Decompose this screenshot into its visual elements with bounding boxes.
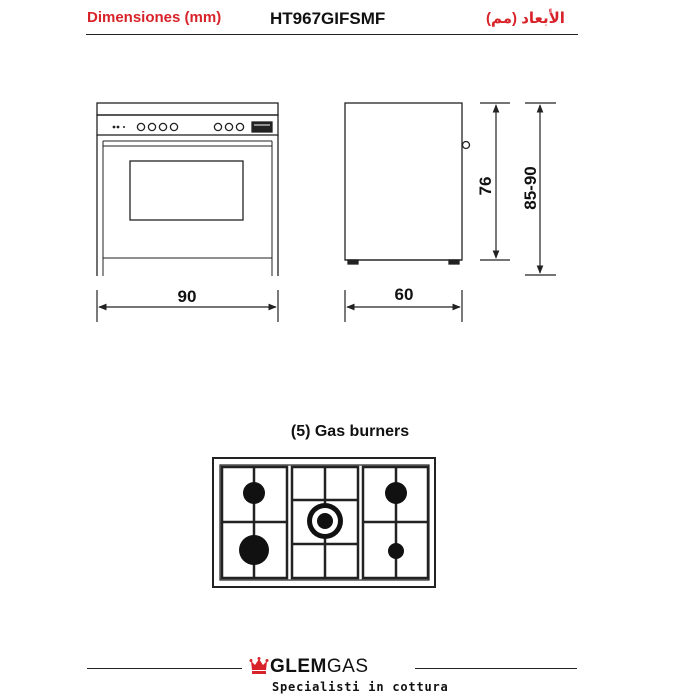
dimensions-label-arabic: الأبعاد (مم)	[486, 10, 565, 27]
width-label: 90	[177, 287, 197, 306]
height-label: 76	[476, 176, 495, 196]
footer-rule-right	[415, 668, 577, 669]
knob	[225, 123, 232, 130]
knob	[159, 123, 166, 130]
display	[252, 122, 272, 132]
control-panel	[97, 115, 278, 135]
adjustable-height-label: 85-90	[521, 166, 540, 210]
burner-large-left	[239, 535, 269, 565]
side-body	[345, 103, 462, 260]
burner-wok-center	[317, 513, 333, 529]
hob-title: (5) Gas burners	[290, 423, 410, 440]
knob	[236, 123, 243, 130]
model-name: HT967GIFSMF	[270, 9, 386, 28]
burners	[239, 482, 407, 565]
burner-medium-right	[385, 482, 407, 504]
brand-tagline: Specialisti in cottura	[272, 680, 449, 694]
brand-name	[270, 656, 369, 678]
brand-name-part2: GAS	[326, 656, 369, 677]
brand-footer	[0, 655, 700, 700]
side-view	[345, 103, 470, 264]
front-view	[97, 103, 278, 276]
burner-small-right	[388, 543, 404, 559]
footer-rule-left	[87, 668, 242, 669]
knob-side	[463, 142, 470, 149]
knob	[137, 123, 144, 130]
worktop	[97, 103, 278, 115]
oven-window	[130, 161, 243, 220]
knob	[148, 123, 155, 130]
burner-medium-left	[243, 482, 265, 504]
depth-label: 60	[394, 285, 414, 304]
crown-icon	[249, 656, 269, 678]
brand-name-part1: GLEM	[270, 656, 327, 677]
knob	[170, 123, 177, 130]
knob	[214, 123, 221, 130]
dimensions-label: Dimensiones (mm)	[87, 9, 222, 26]
